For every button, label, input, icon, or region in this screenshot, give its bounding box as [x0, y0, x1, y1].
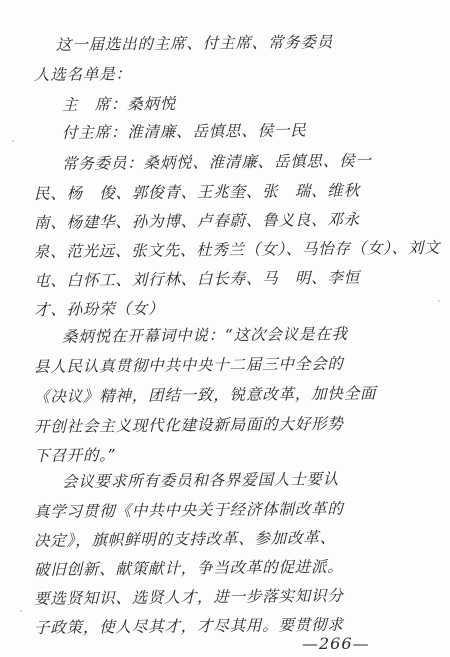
text-line-7: 南、杨建华、孙为博、卢春蔚、鲁义良、邓永 [33, 210, 361, 232]
text-line-16: 会议要求所有委员和各界爱国人士要认 [61, 470, 340, 491]
scan-speck [20, 610, 22, 612]
text-line-8: 泉、范光远、张文先、杜秀兰（女）、马怡存（女）、刘文 [33, 238, 441, 261]
page-number: —266— [302, 634, 370, 653]
text-line-12: 县人民认真贯彻中共中央十二届三中全会的 [33, 354, 344, 376]
text-line-18: 决定》，旗帜鲜明的支持改革、参加改革、 [33, 528, 337, 550]
text-line-2: 人选名单是： [33, 64, 132, 84]
text-line-3: 主 席：桑炳悦 [61, 94, 177, 114]
text-line-14: 开创社会主义现代化建设新局面的大好形势 [33, 414, 344, 436]
text-line-15: 下召开的。” [33, 446, 117, 465]
text-line-13: 《决议》精神，团结一致，锐意改革，加快全面 [33, 384, 377, 406]
text-line-9: 屯、白怀工、刘行林、白长寿、马 明、李恒 [33, 268, 361, 290]
scan-speck [12, 140, 14, 142]
text-line-11: 桑炳悦在开幕词中说：“这次会议是在我 [61, 325, 348, 346]
text-line-5: 常务委员：桑炳悦、淮清廉、岳慎思、侯一 [61, 151, 372, 173]
text-line-20: 要选贤知识、选贤人才，进一步落实知识分 [33, 586, 344, 608]
text-line-6: 民、杨 俊、郭俊青、王兆奎、张 瑞、维秋 [33, 181, 361, 203]
text-line-21: 子政策，使人尽其才，才尽其用。要贯彻求 [33, 615, 344, 637]
text-line-19: 破旧创新、献策献计，争当改革的促进派。 [33, 557, 344, 579]
scan-speck [438, 300, 440, 302]
text-line-1: 这一届选出的主席、付主席、常务委员 [55, 33, 334, 54]
text-line-10: 才、孙玢荣（女） [33, 299, 165, 319]
text-line-4: 付主席：淮清廉、岳慎思、侯一民 [61, 121, 307, 142]
text-line-17: 真学习贯彻《中共中央关于经济体制改革的 [33, 499, 344, 521]
